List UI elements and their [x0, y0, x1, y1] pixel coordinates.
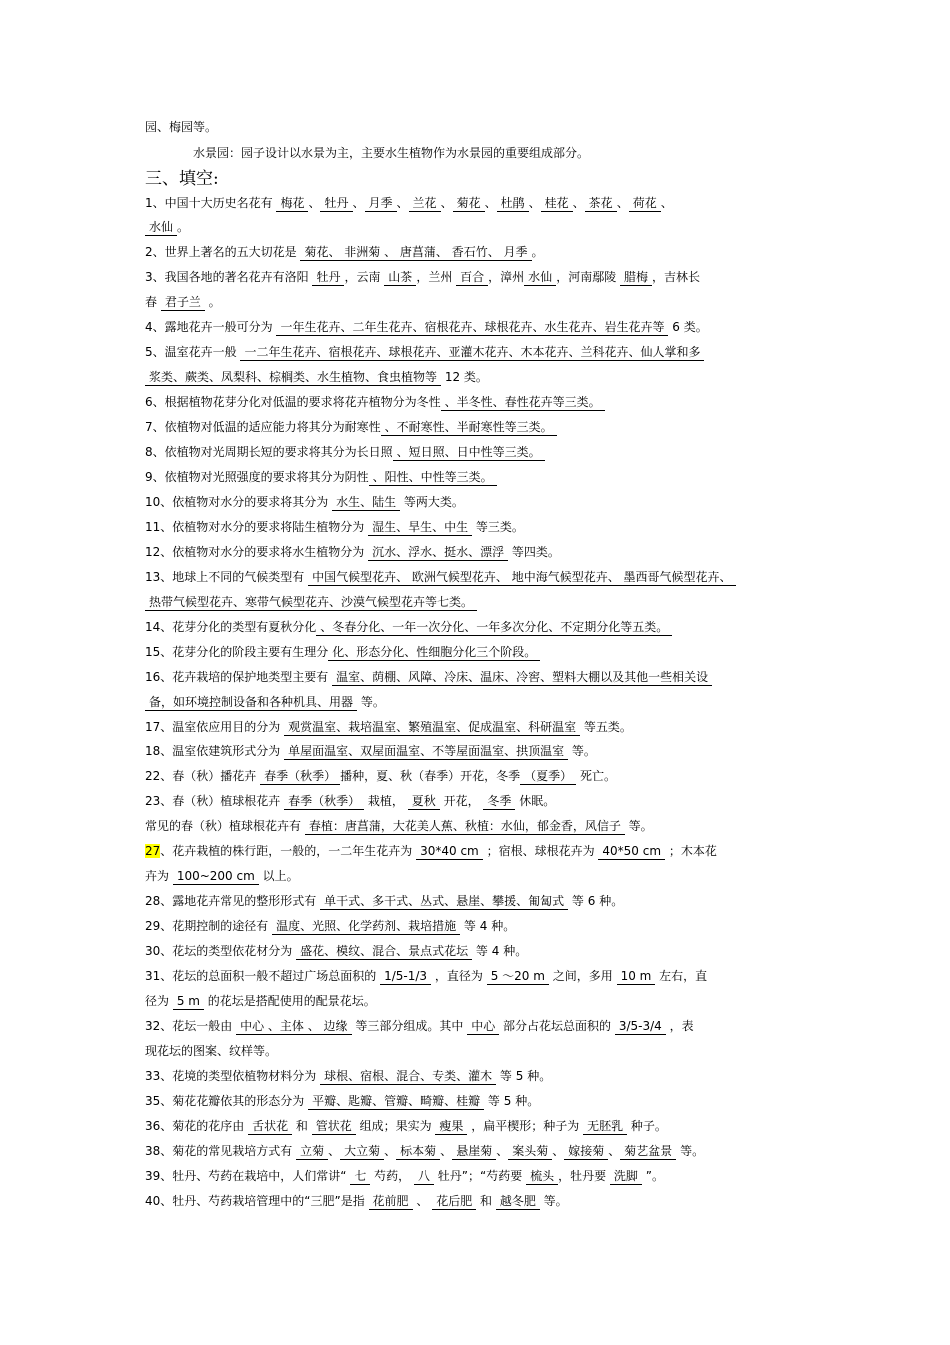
question-text: ，牡丹要 — [558, 1169, 610, 1183]
answer-blank: 君子兰 — [161, 295, 205, 311]
question-line — [145, 319, 810, 336]
question-line — [145, 843, 810, 860]
question-text: 等 4 种。 — [472, 944, 528, 958]
question-text: 开花， — [439, 794, 484, 808]
answer-blank: 瘦果 — [435, 1119, 467, 1135]
question-line — [145, 1068, 810, 1085]
question-line — [145, 244, 810, 261]
answer-blank: 菊花、 非洲菊 、 唐菖蒲、 香石竹、 月季 — [300, 245, 531, 261]
answer-blank: 梅花 — [276, 196, 308, 212]
question-line — [145, 993, 810, 1010]
question-text: 等。 — [568, 744, 596, 758]
question-text: 12 类。 — [441, 370, 488, 384]
answer-blank: 、阳性、中性等三类。 — [369, 470, 497, 486]
question-text: 。 — [204, 295, 221, 309]
answer-blank: 浆类、蕨类、凤梨科、棕榈类、水生植物、食虫植物等 — [145, 370, 441, 386]
answer-blank: 月季 — [365, 196, 397, 212]
answer-blank: 越冬肥 — [496, 1194, 540, 1210]
question-line — [145, 494, 810, 511]
question-text: 12、依植物对水分的要求将水生植物分为 — [145, 545, 369, 559]
question-line — [145, 768, 810, 785]
question-line — [145, 195, 810, 212]
question-line — [145, 818, 810, 835]
question-line — [145, 219, 810, 236]
question-text: 、 — [328, 1144, 341, 1158]
answer-blank: 中心 、主体 、 边缘 — [236, 1019, 351, 1035]
question-text: ，吉林长 — [652, 270, 701, 284]
question-text: ，表 — [665, 1019, 694, 1033]
question-text: 和 — [476, 1194, 496, 1208]
question-line — [145, 1143, 810, 1160]
answer-blank: 沉水、浮水、挺水、漂浮 — [368, 545, 508, 561]
answer-blank: 荷花 — [629, 196, 661, 212]
answer-blank: 100~200 cm — [173, 869, 259, 885]
answer-blank: 茶花 — [585, 196, 617, 212]
highlighted-number: 27 — [145, 844, 161, 858]
answer-blank: 中心 — [467, 1019, 499, 1035]
question-text: 栽植， — [364, 794, 408, 808]
answer-blank: 无胚乳 — [583, 1119, 627, 1135]
answer-blank: 菊花 — [453, 196, 485, 212]
answer-blank: 山茶 — [384, 270, 416, 286]
question-text: 之间，多用 — [548, 969, 617, 983]
answer-blank: 兰花 — [409, 196, 441, 212]
question-line — [145, 294, 810, 311]
question-line — [145, 544, 810, 561]
question-line — [145, 1043, 810, 1059]
question-line — [145, 1193, 810, 1210]
answer-blank: 春植：唐菖蒲，大花美人蕉、秋植：水仙，郁金香，风信子 — [305, 819, 625, 835]
question-line — [145, 868, 810, 885]
question-line — [145, 394, 810, 411]
question-text: 35、菊花花瓣依其的形态分为 — [145, 1094, 309, 1108]
answer-blank: 观赏温室、栽培温室、繁殖温室、促成温室、科研温室 — [284, 720, 580, 736]
question-text: 、 — [528, 196, 541, 210]
answer-blank: 水仙 — [524, 270, 556, 286]
question-text: ，云南 — [344, 270, 385, 284]
answer-blank: 盛花、模纹、混合、景点式花坛 — [296, 944, 472, 960]
answer-blank: 一二年生花卉、宿根花卉、球根花卉、亚灌木花卉、木本花卉、兰科花卉、仙人掌和多 — [240, 345, 704, 361]
question-text: 、 — [484, 196, 497, 210]
answer-blank: 大立菊 — [340, 1144, 384, 1160]
intro-line-2: 水景园：园子设计以水景为主，主要水生植物作为水景园的重要组成部分。 — [193, 146, 590, 160]
question-text: 、 — [616, 196, 629, 210]
question-line — [145, 719, 810, 736]
question-text: 等。 — [357, 695, 385, 709]
answer-blank: 标本菊 — [396, 1144, 440, 1160]
question-text: ；宿根、球根花卉为 — [482, 844, 599, 858]
answer-blank: 水仙 — [145, 220, 177, 236]
question-line — [145, 743, 810, 760]
answer-blank: 管状花 — [312, 1119, 356, 1135]
answer-blank: 、冬春分化、一年一次分化、一年多次分化、不定期分化等五类。 — [316, 620, 672, 636]
answer-blank: 单干式、多干式、丛式、悬崖、攀援、匍匐式 — [320, 894, 568, 910]
question-text: 播种，夏、秋（春季）开花，冬季 — [340, 769, 521, 783]
question-text: 39、牡丹、芍药在栽培中，人们常讲“ — [145, 1169, 351, 1183]
question-text: 组成；果实为 — [355, 1119, 436, 1133]
answer-blank: 10 m — [617, 969, 656, 985]
question-text: 31、花坛的总面积一般不超过广场总面积的 — [145, 969, 381, 983]
question-text: 2、世界上著名的五大切花是 — [145, 245, 301, 259]
question-line — [145, 269, 810, 286]
answer-blank: 春季（秋季） — [284, 794, 364, 810]
question-line — [145, 1018, 810, 1035]
question-line — [145, 943, 810, 960]
answer-blank: （夏季） — [520, 769, 576, 785]
question-text: 种子。 — [627, 1119, 667, 1133]
question-text: 等两大类。 — [400, 495, 464, 509]
answer-blank: 温度、光照、化学药剂、栽培措施 — [272, 919, 460, 935]
question-text: ，兰州 — [416, 270, 457, 284]
question-text: 、 — [552, 1144, 565, 1158]
question-text: 38、菊花的常见栽培方式有 — [145, 1144, 297, 1158]
answer-blank: 5 ～20 m — [487, 969, 549, 985]
question-text: 、 — [608, 1144, 621, 1158]
answer-blank: 悬崖菊 — [452, 1144, 496, 1160]
question-text: 牡丹”；“芍药要 — [433, 1169, 527, 1183]
answer-blank: 水生、陆生 — [332, 495, 400, 511]
answer-blank: 夏秋 — [408, 794, 440, 810]
question-text: 等。 — [624, 819, 653, 833]
intro-line-1: 园、梅园等。 — [145, 120, 218, 134]
question-text: 、 — [440, 1144, 453, 1158]
question-line — [145, 619, 810, 636]
question-text: 6 类。 — [668, 320, 708, 334]
question-text: ；木本花 — [665, 844, 717, 858]
question-text: 、花卉栽植的株行距，一般的，一二年生花卉为 — [160, 844, 417, 858]
question-text: 、 — [440, 196, 453, 210]
question-text: ，河南鄢陵 — [556, 270, 621, 284]
question-text: ”。 — [641, 1169, 664, 1183]
answer-blank: 嫁接菊 — [564, 1144, 608, 1160]
question-text: 、 — [352, 196, 365, 210]
question-text: 、 — [572, 196, 585, 210]
question-line — [145, 419, 810, 436]
answer-blank: 腊梅 — [620, 270, 652, 286]
answer-blank: 案头菊 — [508, 1144, 552, 1160]
question-text: 卉为 — [145, 869, 173, 883]
question-text: 等 4 种。 — [460, 919, 516, 933]
question-text: 13、地球上不同的气候类型有 — [145, 570, 309, 584]
answer-blank: 平瓣、匙瓣、管瓣、畸瓣、桂瓣 — [308, 1094, 484, 1110]
question-text: 3、我国各地的著名花卉有洛阳 — [145, 270, 313, 284]
answer-blank: 5 m — [173, 994, 204, 1010]
answer-blank: 化、形态分化、性细胞分化三个阶段。 — [328, 645, 540, 661]
answer-blank: 30*40 cm — [416, 844, 483, 860]
question-text: 7、依植物对低温的适应能力将其分为耐寒性 — [145, 420, 381, 434]
answer-blank: 七 — [350, 1169, 370, 1185]
answer-blank: 冬季 — [483, 794, 515, 810]
answer-blank: 热带气候型花卉、寒带气候型花卉、沙漠气候型花卉等七类。 — [145, 595, 477, 611]
answer-blank: 球根、宿根、混合、专类、灌木 — [320, 1069, 496, 1085]
question-text: 常见的春（秋）植球根花卉有 — [145, 819, 305, 833]
question-text: 等四类。 — [508, 545, 560, 559]
question-text: 芍药， — [370, 1169, 414, 1183]
question-line — [145, 594, 810, 611]
answer-blank: 牡丹 — [312, 270, 344, 286]
question-line — [145, 793, 810, 810]
question-line — [145, 893, 810, 910]
question-text: 40、牡丹、芍药栽培管理中的“三肥”是指 — [145, 1194, 369, 1208]
question-text: 、 — [384, 1144, 397, 1158]
answer-blank: 桂花 — [541, 196, 573, 212]
question-text: 8、依植物对光周期长短的要求将其分为长日照 — [145, 445, 393, 459]
question-text: 11、依植物对水分的要求将陆生植物分为 — [145, 520, 369, 534]
question-line — [145, 1168, 810, 1185]
question-text: 6、根据植物花芽分化对低温的要求将花卉植物分为冬性 — [145, 395, 441, 409]
section-heading: 三、填空: — [145, 169, 219, 189]
question-text: ，直径为 — [431, 969, 487, 983]
question-line — [145, 694, 810, 711]
question-text: 1、中国十大历史名花有 — [145, 196, 277, 210]
question-text: 休眠。 — [515, 794, 556, 808]
answer-blank: 湿生、旱生、中生 — [368, 520, 472, 536]
question-text: 等三部分组成。其中 — [351, 1019, 468, 1033]
answer-blank: 花后肥 — [432, 1194, 476, 1210]
question-text: 、 — [396, 196, 409, 210]
answer-blank: 、短日照、日中性等三类。 — [393, 445, 545, 461]
answer-blank: 菊艺盆景 — [620, 1144, 676, 1160]
question-text: 部分占花坛总面积的 — [499, 1019, 615, 1033]
question-text: 、 — [308, 196, 321, 210]
question-text: 和 — [292, 1119, 312, 1133]
answer-blank: 、不耐寒性、半耐寒性等三类。 — [381, 420, 557, 436]
question-text: 14、花芽分化的类型有夏秋分化 — [145, 620, 317, 634]
answer-blank: 花前肥 — [369, 1194, 413, 1210]
question-text: 18、温室依建筑形式分为 — [145, 744, 285, 758]
question-text: 22、春（秋）播花卉 — [145, 769, 261, 783]
question-text: 左右，直 — [655, 969, 708, 983]
answer-blank: 、半冬性、春性花卉等三类。 — [441, 395, 605, 411]
question-text: 9、依植物对光照强度的要求将其分为阴性 — [145, 470, 369, 484]
question-line — [145, 369, 810, 386]
question-text: 10、依植物对水分的要求将其分为 — [145, 495, 333, 509]
question-line — [145, 644, 810, 661]
answer-blank: 百合 — [456, 270, 488, 286]
question-text: 等 5 种。 — [484, 1094, 540, 1108]
question-text: 的花坛是搭配使用的配景花坛。 — [203, 994, 376, 1008]
answer-blank: 备，如环境控制设备和各种机具、用器 — [145, 695, 357, 711]
answer-blank: 一年生花卉、二年生花卉、宿根花卉、球根花卉、水生花卉、岩生花卉等 — [276, 320, 668, 336]
question-text: 等五类。 — [580, 720, 632, 734]
answer-blank: 中国气候型花卉、 欧洲气候型花卉、 地中海气候型花卉、 墨西哥气候型花卉、 — [308, 570, 735, 586]
question-text: 、 — [412, 1194, 433, 1208]
question-text: ，扁平楔形；种子为 — [467, 1119, 584, 1133]
question-line — [145, 968, 810, 985]
question-line — [145, 444, 810, 461]
answer-blank: 40*50 cm — [598, 844, 665, 860]
answer-blank: 1/5-1/3 — [380, 969, 431, 985]
question-text: 30、花坛的类型依花材分为 — [145, 944, 297, 958]
question-line — [145, 344, 810, 361]
question-line — [145, 1093, 810, 1110]
question-line — [145, 569, 810, 586]
answer-blank: 舌状花 — [248, 1119, 292, 1135]
answer-blank: 单屋面温室、双屋面温室、不等屋面温室、拱顶温室 — [284, 744, 568, 760]
question-text: 、 — [660, 196, 673, 210]
question-text: 28、露地花卉常见的整形形式有 — [145, 894, 321, 908]
question-text: 等 6 种。 — [568, 894, 624, 908]
question-text: 16、花卉栽培的保护地类型主要有 — [145, 670, 333, 684]
answer-blank: 春季（秋季） — [260, 769, 340, 785]
question-text: 等三类。 — [472, 520, 524, 534]
question-text: 、 — [496, 1144, 509, 1158]
question-text: 径为 — [145, 994, 173, 1008]
question-text: ，漳州 — [488, 270, 525, 284]
answer-blank: 立菊 — [296, 1144, 328, 1160]
answer-blank: 八 — [414, 1169, 434, 1185]
question-text: 等 5 种。 — [496, 1069, 552, 1083]
question-text: 32、花坛一般由 — [145, 1019, 237, 1033]
question-line — [145, 669, 810, 686]
question-line — [145, 469, 810, 486]
answer-blank: 洗脚 — [610, 1169, 642, 1185]
question-text: 等。 — [539, 1194, 568, 1208]
answer-blank: 温室、荫棚、风障、冷床、温床、冷窖、塑料大棚以及其他一些相关设 — [332, 670, 712, 686]
question-text: 死亡。 — [576, 769, 616, 783]
question-text: 17、温室依应用目的分为 — [145, 720, 285, 734]
question-text: 。 — [177, 220, 190, 234]
answer-blank: 牡丹 — [320, 196, 352, 212]
question-text: 36、菊花的花序由 — [145, 1119, 249, 1133]
answer-blank: 杜鹃 — [497, 196, 529, 212]
question-text: 33、花境的类型依植物材料分为 — [145, 1069, 321, 1083]
question-text: 。 — [531, 245, 544, 259]
question-text: 春 — [145, 295, 161, 309]
question-text: 等。 — [676, 1144, 705, 1158]
question-text: 15、花芽分化的阶段主要有生理分 — [145, 645, 329, 659]
question-text: 29、花期控制的途径有 — [145, 919, 273, 933]
answer-blank: 梳头 — [526, 1169, 558, 1185]
question-text: 现花坛的图案、纹样等。 — [145, 1044, 278, 1058]
question-line — [145, 519, 810, 536]
answer-blank: 3/5-3/4 — [615, 1019, 666, 1035]
question-text: 4、露地花卉一般可分为 — [145, 320, 277, 334]
question-line — [145, 918, 810, 935]
question-text: 23、春（秋）植球根花卉 — [145, 794, 285, 808]
question-text: 5、温室花卉一般 — [145, 345, 241, 359]
question-text: 以上。 — [258, 869, 299, 883]
question-line — [145, 1118, 810, 1135]
